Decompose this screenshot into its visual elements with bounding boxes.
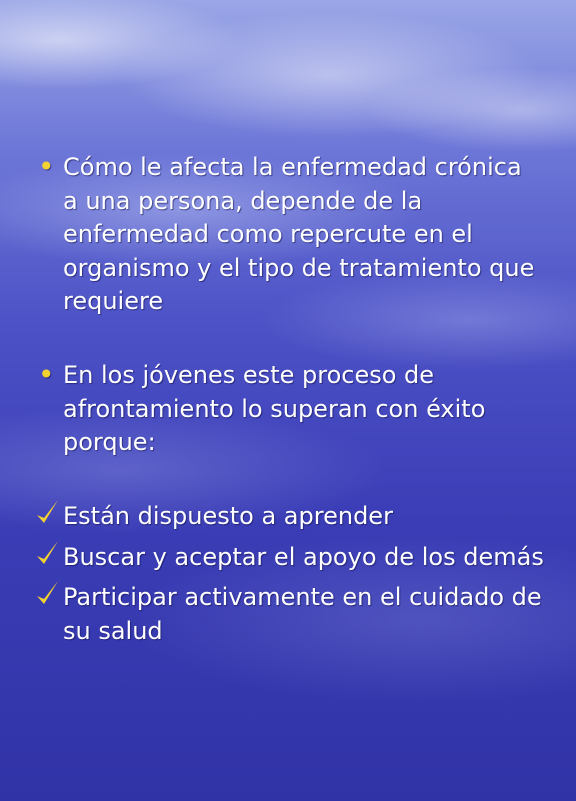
bullet-item [38,151,538,319]
checkmark-icon [34,497,60,527]
checkmark-icon [34,538,60,568]
bullet-text: Cómo le afecta la enfermedad crónica a una persona, depende de la enfermedad como repercute en el organismo y el tipo de tratamiento que requiere [63,153,535,315]
check-text: Buscar y aceptar el apoyo de los demás [63,542,544,571]
check-item [38,541,548,575]
check-text: Participar activamente en el cuidado de su salud [63,583,542,645]
check-item [38,581,548,648]
round-bullet-icon: • [38,358,55,391]
check-item [38,500,548,534]
check-text: Están dispuesto a aprender [63,502,393,530]
checkmark-icon [34,578,60,608]
check-list [38,500,548,655]
round-bullet-icon: • [38,150,55,183]
bullet-item [38,359,538,460]
bullet-text: En los jóvenes este proceso de afrontamiento lo superan con éxito porque: [63,361,486,456]
